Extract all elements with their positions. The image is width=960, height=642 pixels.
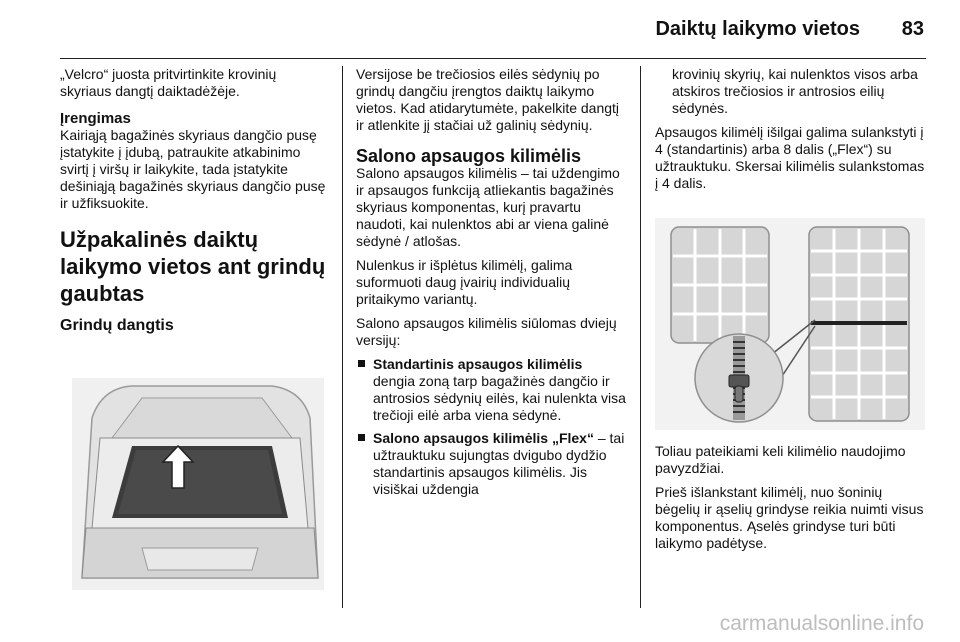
mat-versions-list — [356, 356, 628, 498]
watermark-text: carmanualsonline.info — [719, 612, 924, 635]
examples-paragraph: Toliau pateikiami keli kilimėlio naudojimo pavyzdžiai. — [655, 443, 906, 476]
preparation-paragraph: Prieš išlankstant kilimėlį, nuo šoninių bėgelių ir ąselių grindyse reikia nuimti visus komponentus. Ąselės grindyse turi būti laikymo padėtyse. — [655, 484, 924, 551]
mat-description: Salono apsaugos kilimėlis – tai uždengimo ir apsaugos funkciją atliekantis bagažinės skyriaus komponentas, kurį pravartu naudoti, kai nulenktos abi ar viena galinė sėdynė / atlošas. — [356, 165, 620, 249]
floor-cover-subheading: Grindų dangtis — [60, 317, 174, 334]
list-item — [356, 430, 628, 498]
column-2 — [356, 66, 628, 504]
protection-mat-illustration — [655, 218, 925, 430]
cargo-floor-illustration — [72, 378, 324, 590]
storage-paragraph: Versijose be trečiosios eilės sėdynių po grindų dangčiu įrengtos daiktų laikymo vietos. Kad atidarytumėte, pakelkite dangtį ir atlenkite jį stačiai už galinių sėdynių. — [356, 66, 620, 133]
install-heading: Įrengimas — [60, 110, 131, 127]
column-1 — [60, 66, 328, 334]
bullet-title: Salono apsaugos kilimėlis „Flex“ — [373, 430, 594, 446]
bullet-text: dengia zoną tarp bagažinės dangčio ir antrosios sėdynių eilės, kai nulenkta visa trečioji eilė arba viena sėdynė. — [373, 373, 626, 423]
intro-paragraph: „Velcro“ juosta pritvirtinkite krovinių skyriaus dangtį daiktadėžėje. — [60, 66, 277, 99]
column-divider-1 — [342, 66, 343, 608]
section-heading-floor-cover: Užpakalinės daiktų laikymo vietos ant grindų gaubtas — [60, 227, 326, 306]
column-3 — [655, 66, 925, 199]
bullet-square-icon — [358, 360, 365, 367]
section-heading-protection-mat: Salono apsaugos kilimėlis — [356, 146, 582, 166]
column-divider-2 — [640, 66, 641, 608]
continued-text: krovinių skyrių, kai nulenktos visos arba atskiros trečiosios ir antrosios eilių sėdynės. — [672, 66, 918, 116]
folding-paragraph: Apsaugos kilimėlį išilgai galima sulankstyti į 4 (standartinis) arba 8 dalis („Flex“) su užtrauktuku. Skersai kilimėlis sulankstomas į 4 dalis. — [655, 124, 925, 191]
page-number: 83 — [901, 18, 924, 40]
page-header-title: Daiktų laikymo vietos — [655, 18, 860, 40]
header-rule — [60, 58, 926, 59]
bullet-square-icon — [358, 434, 365, 441]
list-item — [356, 356, 628, 424]
column-3-lower — [655, 443, 925, 559]
mat-variants-paragraph: Nulenkus ir išplėtus kilimėlį, galima suformuoti daug įvairių individualių pritaikymo variantų. — [356, 257, 573, 307]
bullet-title: Standartinis apsaugos kilimėlis — [373, 356, 583, 372]
bullet-text: – tai užtrauktuku sujungtas dvigubo dydžio standartinis apsaugos kilimėlis. Jis visiškai uždengia — [373, 430, 625, 497]
footer-watermark — [0, 612, 960, 636]
mat-versions-intro: Salono apsaugos kilimėlis siūlomas dviejų versijų: — [356, 315, 617, 348]
install-paragraph: Kairiąją bagažinės skyriaus dangčio pusę įstatykite į įdubą, patraukite atkabinimo svirtį į viršų ir laikykite, tada įstatykite dešiniąją bagažinės skyriaus dangčio pusę ir užfiksuokite. — [60, 127, 326, 211]
